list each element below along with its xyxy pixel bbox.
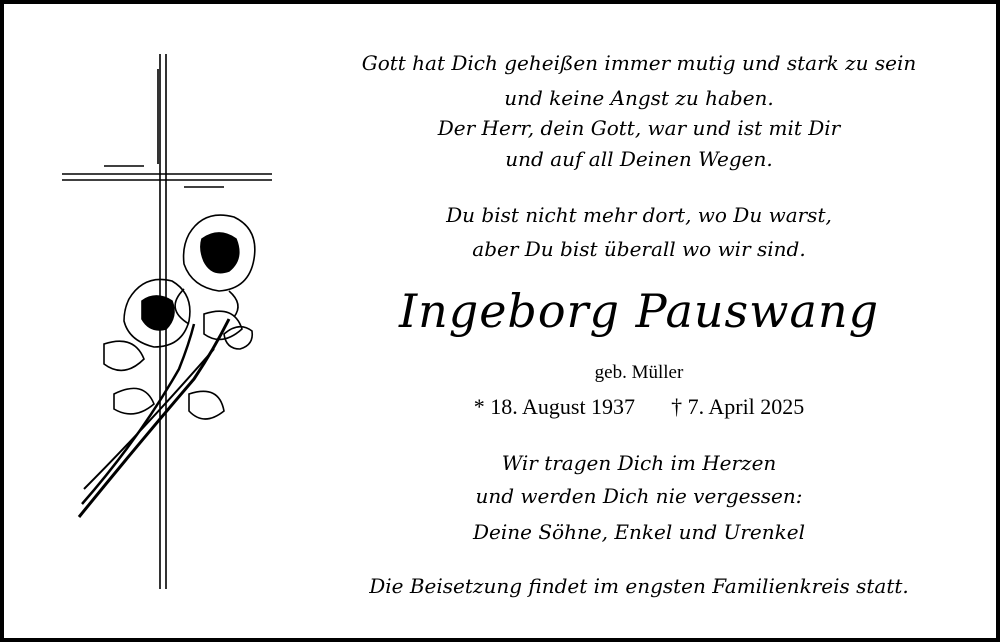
closing-line: Wir tragen Dich im Herzen <box>501 451 777 475</box>
deceased-name: Ingeborg Pauswang <box>398 284 880 338</box>
funeral-note: Die Beisetzung findet im engsten Familienkreis statt. <box>369 574 909 598</box>
death-date: † 7. April 2025 <box>671 394 805 419</box>
poem-line: und auf all Deinen Wegen. <box>505 147 773 171</box>
birth-name: geb. Müller <box>594 362 684 383</box>
birth-date: * 18. August 1937 <box>473 394 636 419</box>
closing-line: und werden Dich nie vergessen: <box>475 484 803 508</box>
poem-line: und keine Angst zu haben. <box>504 86 774 110</box>
cross-with-roses-icon <box>54 49 294 599</box>
poem-line: Der Herr, dein Gott, war und ist mit Dir <box>437 116 841 140</box>
life-dates <box>319 394 959 420</box>
signature: Deine Söhne, Enkel und Urenkel <box>473 520 805 544</box>
quote-line: Du bist nicht mehr dort, wo Du warst, <box>446 203 832 227</box>
poem-line: Gott hat Dich geheißen immer mutig und stark zu sein <box>361 51 917 75</box>
quote-line: aber Du bist überall wo wir sind. <box>472 237 806 261</box>
